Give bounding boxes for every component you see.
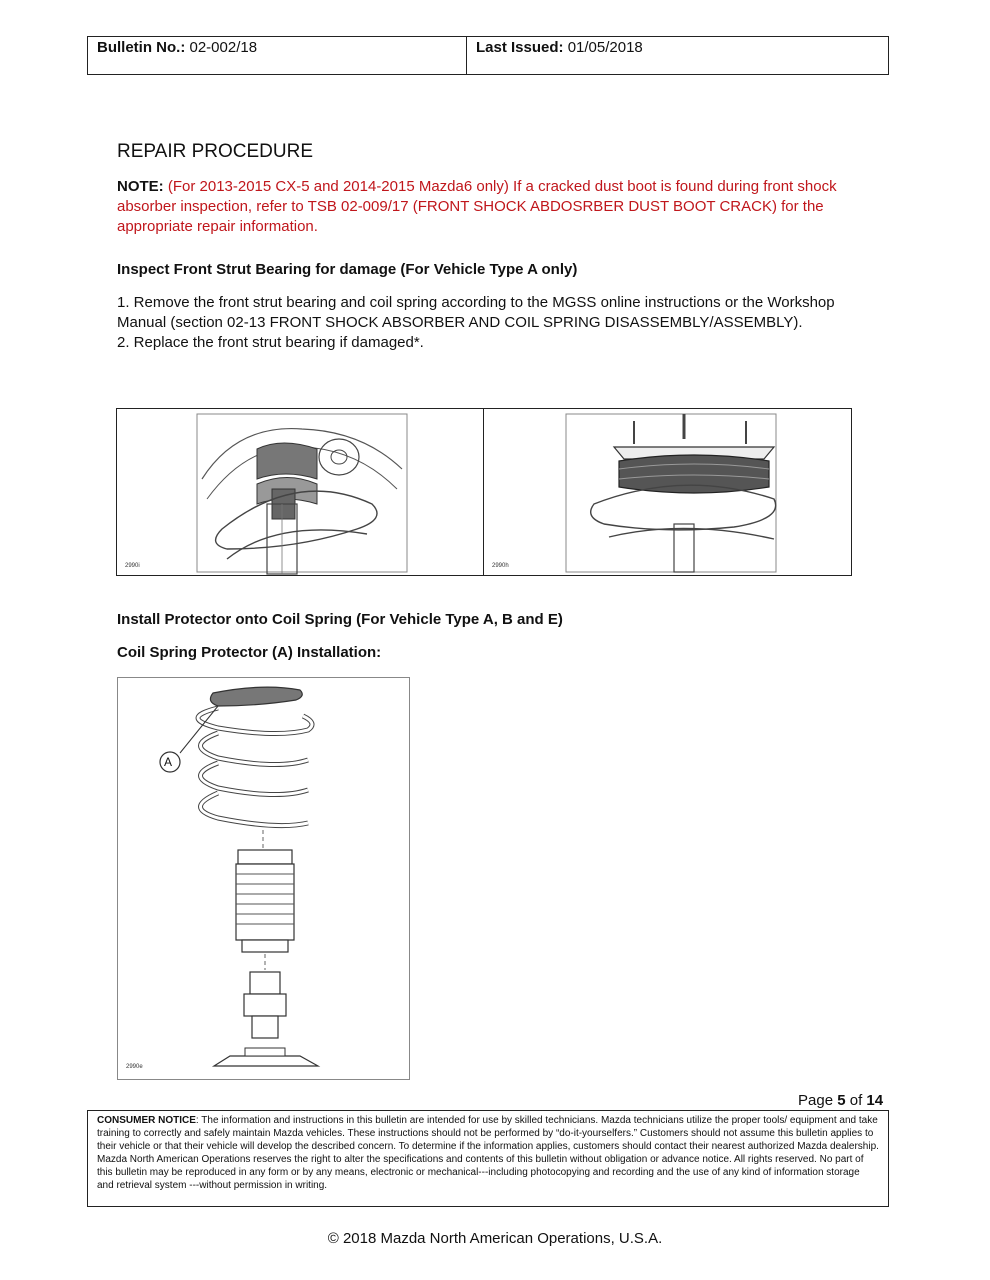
figure-3-code: 2990e	[126, 1064, 143, 1070]
figure-coil-spring-protector	[117, 677, 410, 1080]
step-1: 1. Remove the front strut bearing and coil spring according to the MGSS online instructions or the Workshop Manual (section 02-13 FRONT SHOCK ABSORBER AND COIL SPRING DISASSEMBLY/ASSEMBLY).	[117, 294, 835, 331]
protector-heading: Coil Spring Protector (A) Installation:	[117, 644, 382, 661]
bulletin-value: 02-002/18	[189, 39, 258, 56]
page-prefix: Page	[798, 1092, 834, 1109]
figure-2-code: 2990h	[492, 563, 509, 569]
note-paragraph	[117, 177, 887, 237]
callout-a-label: A	[164, 755, 173, 769]
coil-spring-protector-illustration	[118, 678, 409, 1079]
figure-1-code: 2990i	[125, 563, 140, 569]
page-current: 5	[837, 1092, 846, 1109]
consumer-notice	[87, 1110, 889, 1207]
note-label: NOTE:	[117, 178, 164, 195]
figure-strut-bearing-1	[117, 409, 484, 575]
notice-label: CONSUMER NOTICE	[97, 1115, 196, 1126]
page-of: of	[849, 1092, 863, 1109]
strut-bearing-figures	[116, 408, 852, 576]
notice-text: : The information and instructions in this bulletin are intended for use by skilled technicians. Mazda technicians utilize the proper tools/ equipment and take training to correctly and safely maintain Mazda vehicles. These instructions should not be performed by “do-it-yourselfers.” Customers should not assume this bulletin applies to their vehicle or that their vehicle will develop the described concern. To determine if the information applies, customers should contact their nearest authorized Mazda dealership. Mazda North American Operations reserves the right to alter the specifications and contents of this bulletin without obligation or advance notice. All rights reserved. No part of this bulletin may be reproduced in any form or by any means, electronic or mechanical---including photocopying and recording and the use of any kind of information storage and retrieval system ---without permission in writing.	[97, 1115, 879, 1191]
issued-label: Last Issued:	[476, 39, 564, 56]
note-text: (For 2013-2015 CX-5 and 2014-2015 Mazda6 only) If a cracked dust boot is found during front shock absorber inspection, refer to TSB 02-009/17 (FRONT SHOCK ABDOSRBER DUST BOOT CRACK) for the appropriate repair information.	[117, 178, 837, 235]
section-title: REPAIR PROCEDURE	[117, 141, 314, 162]
install-heading: Install Protector onto Coil Spring (For Vehicle Type A, B and E)	[117, 611, 563, 628]
step-2: 2. Replace the front strut bearing if damaged*.	[117, 334, 424, 351]
strut-bearing-illustration-2	[484, 409, 850, 575]
page-total: 14	[866, 1092, 884, 1109]
inspect-heading: Inspect Front Strut Bearing for damage (For Vehicle Type A only)	[117, 261, 578, 278]
last-issued-cell	[467, 37, 652, 74]
bulletin-header	[87, 36, 889, 75]
issued-value: 01/05/2018	[567, 39, 643, 56]
steps-list	[117, 293, 877, 353]
figure-strut-bearing-2	[484, 409, 851, 575]
copyright-footer: © 2018 Mazda North American Operations, U.S.A.	[327, 1230, 663, 1247]
page-number	[798, 1092, 883, 1109]
bulletin-label: Bulletin No.:	[97, 39, 186, 56]
strut-bearing-illustration-1	[117, 409, 483, 575]
bulletin-number-cell	[88, 37, 467, 74]
